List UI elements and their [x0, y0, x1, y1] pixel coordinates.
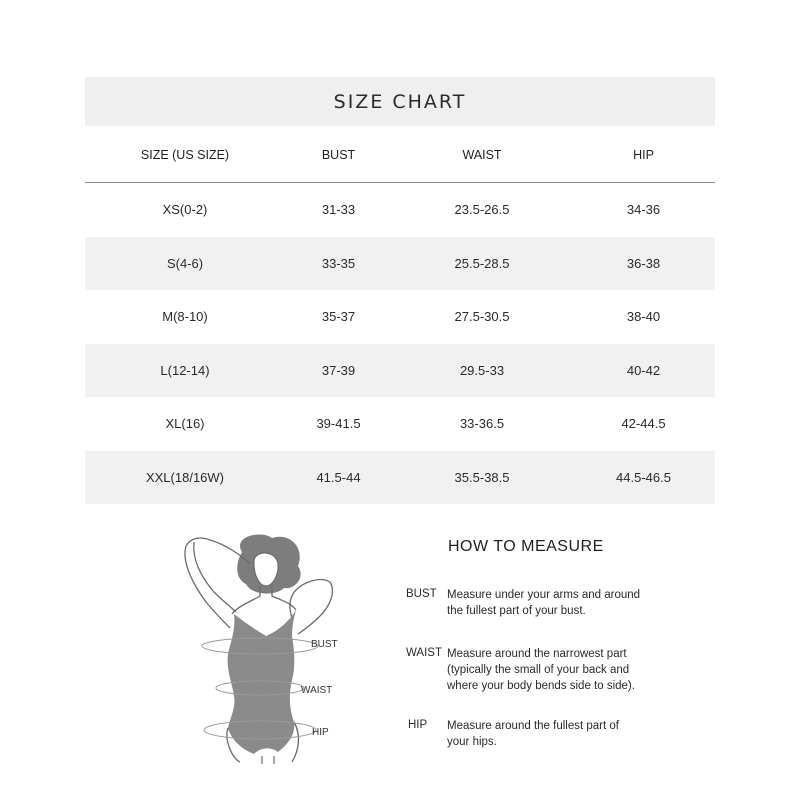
measure-desc-bust [447, 587, 677, 619]
waist-cell: 25.5-28.5 [454, 255, 510, 271]
bust-cell: 37-39 [321, 362, 356, 378]
table-row [85, 451, 715, 505]
table-row [85, 290, 715, 344]
waist-cell: 33-36.5 [459, 416, 505, 432]
hip-cell: 42-44.5 [621, 416, 666, 432]
hip-cell: 44.5-46.5 [616, 469, 671, 485]
size-cell: M(8-10) [162, 309, 208, 325]
desc-line: the fullest part of your bust. [447, 605, 586, 617]
hip-cell: 38-40 [626, 309, 661, 325]
hip-cell: 34-36 [626, 202, 661, 218]
how-to-measure-title: HOW TO MEASURE [448, 538, 604, 555]
desc-line: Measure around the narrowest part [447, 648, 627, 660]
bust-cell: 39-41.5 [316, 416, 361, 432]
hip-cell: 40-42 [626, 362, 661, 378]
size-cell: S(4-6) [166, 255, 204, 271]
waist-cell: 35.5-38.5 [454, 469, 510, 485]
table-row [85, 397, 715, 451]
header-hip: HIP [633, 148, 654, 162]
waist-cell: 23.5-26.5 [454, 202, 510, 218]
bust-cell: 35-37 [321, 309, 356, 325]
measure-key-bust: BUST [406, 588, 437, 600]
figure-label-bust: BUST [311, 639, 338, 650]
bust-cell: 31-33 [321, 202, 356, 218]
measure-key-waist: WAIST [406, 647, 442, 659]
desc-line: Measure under your arms and around [447, 589, 641, 601]
desc-line: where your body bends side to side). [447, 680, 635, 692]
hip-cell: 36-38 [626, 255, 661, 271]
waist-cell: 29.5-33 [459, 362, 505, 378]
size-chart-title-band [85, 77, 715, 126]
size-cell: L(12-14) [160, 362, 210, 378]
size-cell: XS(0-2) [162, 202, 208, 218]
size-table [85, 128, 715, 504]
header-bust: BUST [321, 148, 356, 162]
measure-desc-hip [447, 718, 677, 750]
desc-line: (typically the small of your back and [447, 664, 630, 676]
desc-line: Measure around the fullest part of [447, 720, 619, 732]
figure-label-hip: HIP [312, 727, 329, 738]
measure-key-hip: HIP [408, 719, 428, 731]
size-cell: XXL(18/16W) [145, 469, 225, 485]
size-cell: XL(16) [165, 416, 205, 432]
measure-desc-waist [447, 646, 677, 694]
table-header-row [85, 128, 715, 183]
figure-label-waist: WAIST [301, 685, 333, 696]
bust-cell: 33-35 [321, 255, 356, 271]
body-figure-icon [180, 530, 380, 765]
desc-line: your hips. [447, 736, 497, 748]
bust-cell: 41.5-44 [316, 469, 361, 485]
table-row [85, 344, 715, 398]
header-waist: WAIST [462, 148, 502, 162]
table-row [85, 237, 715, 291]
waist-cell: 27.5-30.5 [454, 309, 510, 325]
page-title: SIZE CHART [333, 90, 467, 113]
table-row [85, 183, 715, 237]
body-measurement-illustration [180, 530, 380, 765]
header-size: SIZE (US SIZE) [140, 148, 230, 162]
